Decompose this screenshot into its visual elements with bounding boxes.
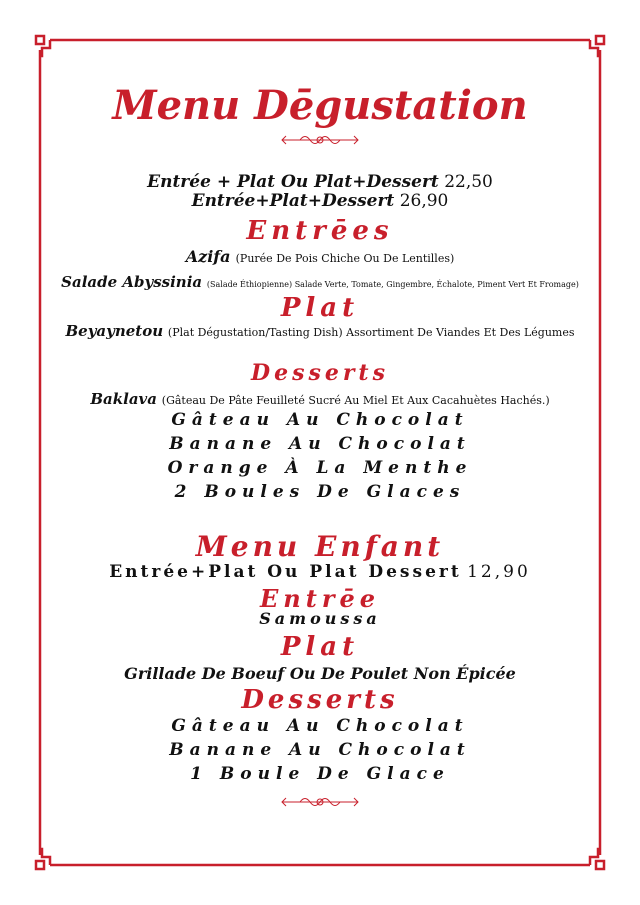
item-description: (Plat Dégustation/Tasting Dish) Assortiment De Viandes Et Des Légumes <box>167 326 575 339</box>
menu-item <box>0 390 640 408</box>
section-heading-entrees: Entrēes <box>246 216 394 246</box>
formula-line-2 <box>0 191 640 211</box>
formula-line-enfant <box>0 562 640 582</box>
enfant-entree-item: Samoussa <box>259 609 381 628</box>
section-heading-desserts-enfant: Desserts <box>241 685 399 715</box>
item-description: (Salade Éthiopienne) Salade Verte, Tomate, Gingembre, Échalote, Piment Vert Et Fromage) <box>206 280 579 289</box>
ornament-divider-icon <box>280 792 360 812</box>
formula-price: 22,50 <box>444 172 493 192</box>
dessert-item: 2 Boules De Glaces <box>174 482 466 502</box>
item-name: Baklava <box>90 390 157 408</box>
menu-item <box>0 247 640 266</box>
menu-item <box>0 273 640 291</box>
formula-label: Entrée + Plat Ou Plat+Dessert <box>147 172 439 192</box>
formula-label: Entrée+Plat+Dessert <box>191 191 395 211</box>
dessert-item: Banane Au Chocolat <box>169 740 471 760</box>
dessert-item: Banane Au Chocolat <box>169 434 471 454</box>
ornament-divider-icon <box>280 130 360 150</box>
item-description: (Purée De Pois Chiche Ou De Lentilles) <box>235 252 455 265</box>
dessert-item: Gâteau Au Chocolat <box>171 716 469 736</box>
enfant-plat-item: Grillade De Boeuf Ou De Poulet Non Épicée <box>124 664 516 683</box>
formula-line-1 <box>0 172 640 192</box>
section-heading-plat: Plat <box>280 293 360 323</box>
item-name: Salade Abyssinia <box>61 273 203 291</box>
dessert-item: 1 Boule De Glace <box>190 764 450 784</box>
dessert-item: Orange À La Menthe <box>167 458 473 478</box>
formula-price: 12,90 <box>467 562 531 582</box>
formula-label: Entrée+Plat Ou Plat Dessert <box>109 562 462 582</box>
item-description: (Gâteau De Pâte Feuilleté Sucré Au Miel Et Aux Cacahuètes Hachés.) <box>161 394 550 407</box>
menu-item <box>0 322 640 340</box>
section-heading-plat-enfant: Plat <box>280 632 360 662</box>
section-heading-desserts: Desserts <box>251 360 389 386</box>
formula-price: 26,90 <box>399 191 449 211</box>
page-title: Menu Dēgustation <box>112 82 528 129</box>
item-name: Azifa <box>185 247 231 266</box>
section-heading-entree-enfant: Entrēe <box>259 584 380 613</box>
section-heading-menu-enfant: Menu Enfant <box>195 530 445 563</box>
dessert-item: Gâteau Au Chocolat <box>171 410 469 430</box>
item-name: Beyaynetou <box>65 322 164 340</box>
